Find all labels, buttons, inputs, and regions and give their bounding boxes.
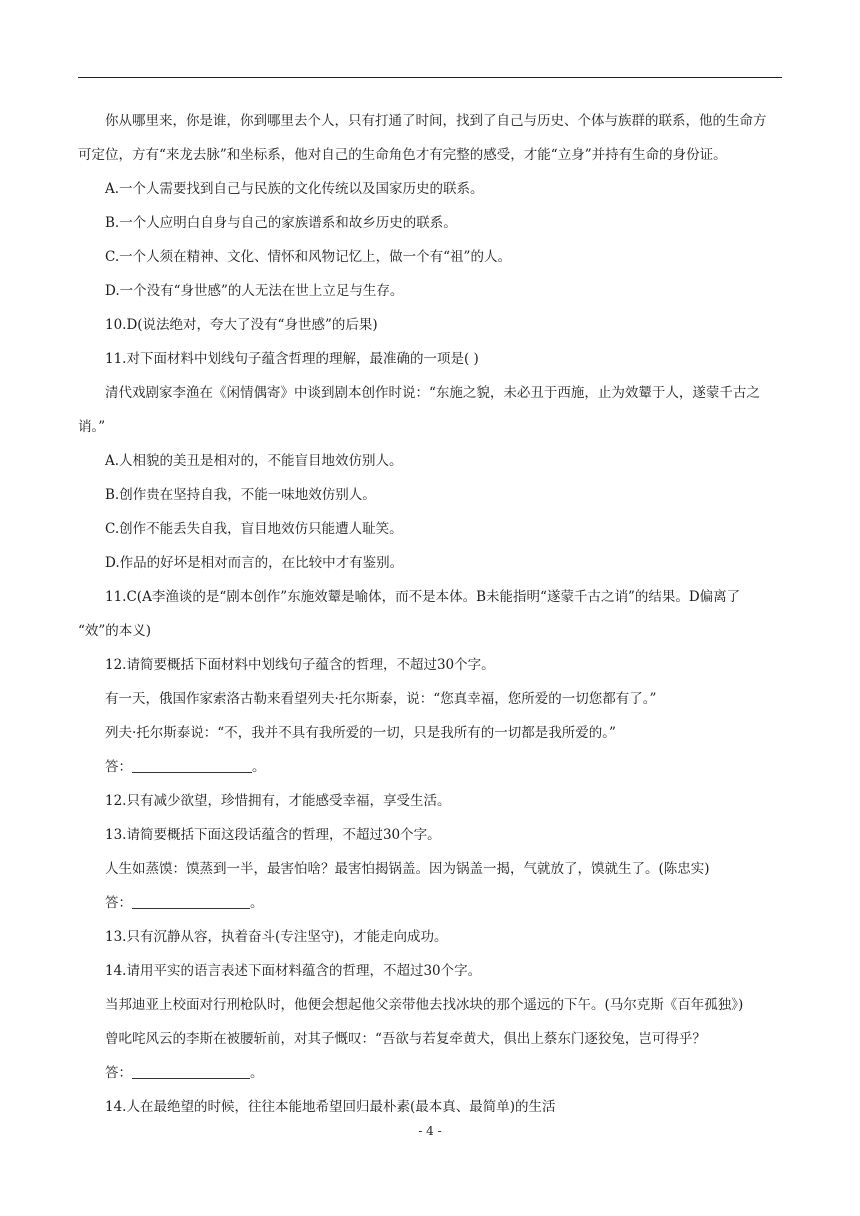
q12-material: 有一天，俄国作家索洛古勒来看望列夫·托尔斯泰，说：“您真幸福，您所爱的一切您都有了。” bbox=[105, 691, 657, 707]
q11-question: 11.对下面材料中划线句子蕴含哲理的理解，最准确的一项是( ) bbox=[105, 351, 479, 367]
q10-option-c: C.一个人须在精神、文化、情怀和风物记忆上，做一个有“祖”的人。 bbox=[105, 249, 511, 265]
q14-answer-blank-line bbox=[78, 1056, 782, 1090]
answer-blank[interactable] bbox=[132, 1062, 250, 1079]
q10-option-a: A.一个人需要找到自己与民族的文化传统以及国家历史的联系。 bbox=[105, 181, 484, 197]
q10-option-d: D.一个没有“身世感”的人无法在世上立足与生存。 bbox=[105, 283, 404, 299]
q11-answer: 11.C(A李渔谈的是“剧本创作”东施效颦是喻体，而不是本体。B未能指明“遂蒙千古之诮”的结果。D偏离了 bbox=[105, 589, 741, 605]
q11-option-a: A.人相貌的美丑是相对的，不能盲目地效仿别人。 bbox=[105, 453, 403, 469]
answer-label: 答： bbox=[105, 759, 132, 775]
q14-material: 曾叱咤风云的李斯在被腰斩前，对其子慨叹：“吾欲与若复牵黄犬，俱出上蔡东门逐狡兔，岂可得乎？ bbox=[105, 1031, 706, 1047]
q13-question: 13.请简要概括下面这段话蕴含的哲理，不超过30个字。 bbox=[105, 827, 441, 843]
q11-material: 诮。” bbox=[78, 419, 106, 435]
q12-answer: 12.只有减少欲望，珍惜拥有，才能感受幸福，享受生活。 bbox=[105, 793, 451, 809]
header-rule bbox=[78, 77, 782, 78]
q11-answer: “效”的本义) bbox=[78, 623, 152, 639]
q13-answer: 13.只有沉静从容，执着奋斗(专注坚守)，才能走向成功。 bbox=[105, 929, 448, 945]
passage-line: 你从哪里来，你是谁，你到哪里去个人，只有打通了时间，找到了自己与历史、个体与族群的联系，他的生命方 bbox=[105, 113, 767, 129]
q11-option-d: D.作品的好坏是相对而言的，在比较中才有鉴别。 bbox=[105, 555, 404, 571]
page-number: - 4 - bbox=[418, 1124, 442, 1138]
q10-answer: 10.D(说法绝对，夸大了没有“身世感”的后果) bbox=[105, 317, 378, 333]
answer-blank[interactable] bbox=[132, 892, 250, 909]
page-body bbox=[78, 104, 782, 1124]
passage-line: 可定位，方有“来龙去脉”和坐标系，他对自己的生命角色才有完整的感受，才能“立身”并持有生命的身份证。 bbox=[78, 147, 727, 163]
answer-period: 。 bbox=[252, 759, 266, 775]
answer-blank[interactable] bbox=[132, 756, 252, 773]
q12-answer-blank-line bbox=[78, 750, 782, 784]
answer-period: 。 bbox=[250, 1065, 264, 1081]
q11-material: 清代戏剧家李渔在《闲情偶寄》中谈到剧本创作时说：“东施之貌，未必丑于西施，止为效颦于人，遂蒙千古之 bbox=[105, 385, 760, 401]
q13-material: 人生如蒸馍：馍蒸到一半，最害怕啥？最害怕揭锅盖。因为锅盖一揭，气就放了，馍就生了。(陈忠实) bbox=[105, 861, 710, 877]
answer-label: 答： bbox=[105, 1065, 132, 1081]
answer-label: 答： bbox=[105, 895, 132, 911]
q14-material: 当邦迪亚上校面对行刑枪队时，他便会想起他父亲带他去找冰块的那个遥远的下午。(马尔克斯《百年孤独》) bbox=[105, 997, 744, 1013]
q14-question: 14.请用平实的语言表述下面材料蕴含的哲理，不超过30个字。 bbox=[105, 963, 482, 979]
q11-option-c: C.创作不能丢失自我，盲目地效仿只能遭人耻笑。 bbox=[105, 521, 403, 537]
q11-option-b: B.创作贵在坚持自我，不能一味地效仿别人。 bbox=[105, 487, 376, 503]
q12-question: 12.请简要概括下面材料中划线句子蕴含的哲理，不超过30个字。 bbox=[105, 657, 495, 673]
q10-option-b: B.一个人应明白自身与自己的家族谱系和故乡历史的联系。 bbox=[105, 215, 457, 231]
q12-material: 列夫·托尔斯泰说：“不，我并不具有我所爱的一切，只是我所有的一切都是我所爱的。” bbox=[105, 725, 616, 741]
q13-answer-blank-line bbox=[78, 886, 782, 920]
answer-period: 。 bbox=[250, 895, 264, 911]
q14-answer: 14.人在最绝望的时候，往往本能地希望回归最朴素(最本真、最简单)的生活 bbox=[105, 1099, 556, 1115]
